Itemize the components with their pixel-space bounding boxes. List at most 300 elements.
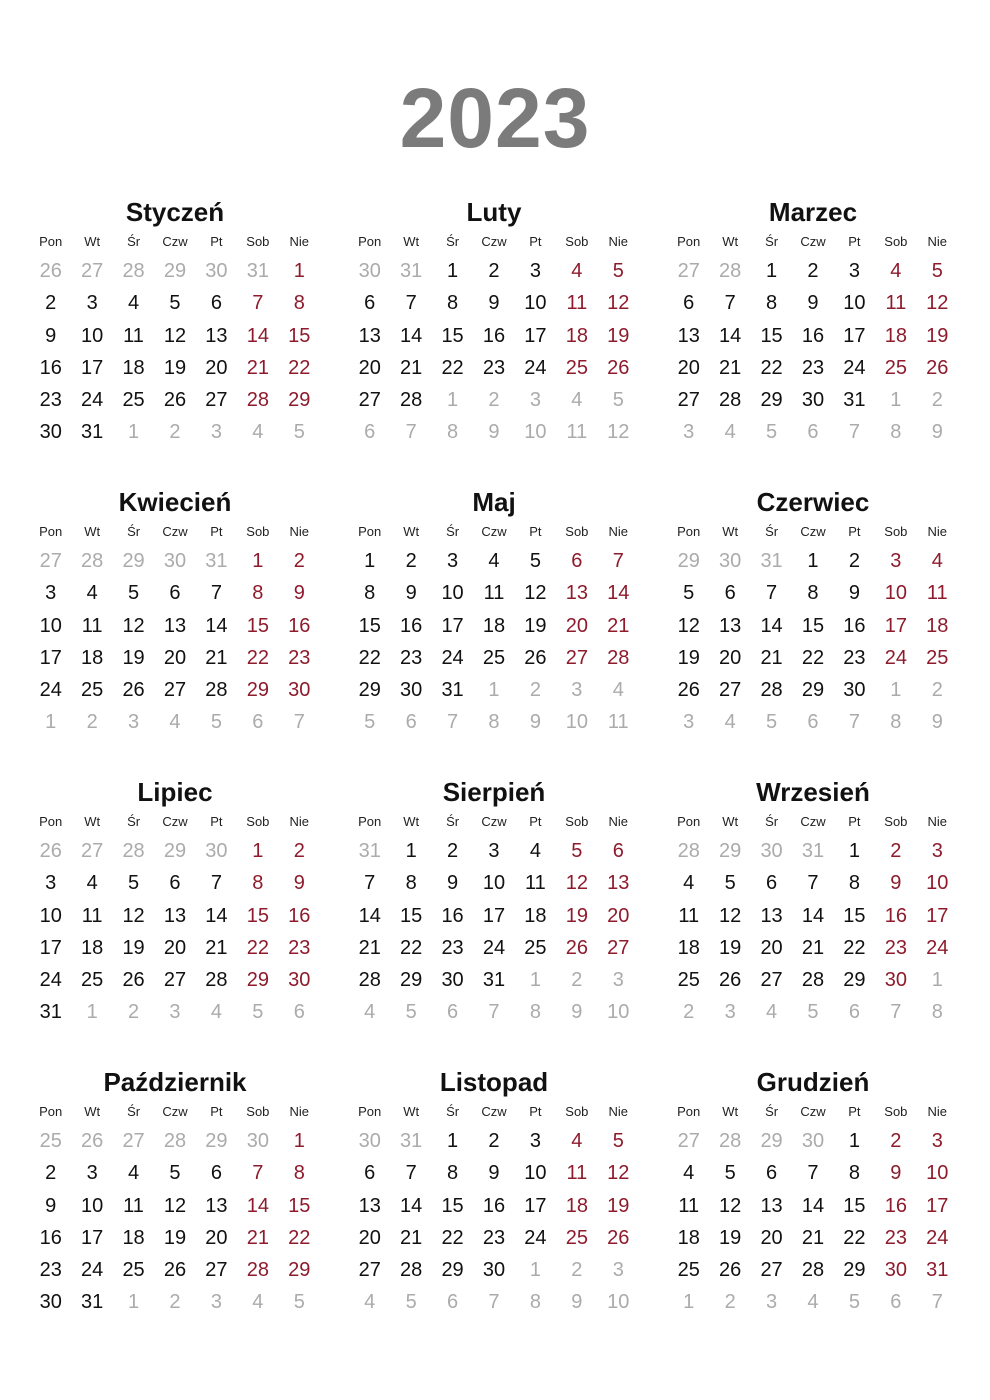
weekday-header <box>668 229 958 255</box>
week-row <box>668 900 958 932</box>
day-cell: 10 <box>926 1162 949 1185</box>
day-cell: 4 <box>931 550 943 572</box>
adjacent-month-day-cell: 29 <box>719 840 742 862</box>
week-row <box>30 674 320 706</box>
adjacent-month-day-cell: 31 <box>400 260 423 282</box>
day-cell: 16 <box>482 324 506 347</box>
adjacent-month-day-cell: 30 <box>719 550 742 572</box>
day-cell: 18 <box>677 1226 700 1249</box>
day-cell: 8 <box>848 872 860 895</box>
day-cell: 3 <box>931 840 943 862</box>
day-cell: 1 <box>848 1130 860 1152</box>
day-cell: 21 <box>719 356 742 379</box>
day-cell: 12 <box>719 1194 742 1217</box>
adjacent-month-day-cell: 27 <box>122 1130 145 1152</box>
day-cell: 29 <box>288 1259 311 1282</box>
weekday-label: Nie <box>289 814 310 829</box>
day-cell: 11 <box>566 1162 588 1185</box>
day-cell: 27 <box>760 1259 783 1282</box>
adjacent-month-day-cell: 1 <box>128 1291 140 1314</box>
adjacent-month-day-cell: 4 <box>210 1001 222 1024</box>
weekday-label: Śr <box>127 814 141 829</box>
day-cell: 29 <box>843 969 866 992</box>
week-row <box>30 577 320 609</box>
day-cell: 22 <box>843 936 866 959</box>
adjacent-month-day-cell: 1 <box>45 711 57 734</box>
day-cell: 19 <box>607 1194 630 1217</box>
day-cell: 11 <box>123 324 144 347</box>
adjacent-month-day-cell: 30 <box>801 1130 825 1152</box>
weekday-label: Czw <box>481 814 507 829</box>
week-row <box>30 1222 320 1254</box>
day-cell: 19 <box>565 904 588 927</box>
day-cell: 30 <box>843 679 866 702</box>
day-cell: 30 <box>39 421 62 444</box>
week-row <box>30 1125 320 1157</box>
month-name: Styczeń <box>125 197 225 227</box>
weekday-label: Wt <box>84 814 101 829</box>
adjacent-month-day-cell: 10 <box>607 1001 630 1024</box>
day-cell: 16 <box>884 1194 907 1217</box>
adjacent-month-day-cell: 3 <box>128 711 140 734</box>
weekday-label: Śr <box>765 234 779 249</box>
day-cell: 23 <box>39 1259 62 1282</box>
week-row <box>668 416 958 448</box>
day-cell: 21 <box>400 1226 423 1249</box>
weekday-label: Wt <box>722 814 739 829</box>
weekday-label: Nie <box>608 524 629 539</box>
day-cell: 25 <box>884 356 907 379</box>
weekday-header <box>668 519 958 545</box>
day-cell: 31 <box>39 1001 62 1024</box>
day-cell: 9 <box>890 872 902 895</box>
day-cell: 29 <box>358 679 381 702</box>
day-cell: 1 <box>293 1130 305 1152</box>
day-cell: 5 <box>128 582 140 605</box>
day-cell: 12 <box>926 292 949 315</box>
weekday-label: Śr <box>446 814 460 829</box>
day-cell: 22 <box>288 356 311 379</box>
day-cell: 1 <box>447 1130 459 1152</box>
day-cell: 3 <box>931 1130 943 1152</box>
week-row <box>349 545 639 577</box>
adjacent-month-day-cell: 27 <box>81 260 104 282</box>
weekday-header <box>30 519 320 545</box>
weekday-label: Sob <box>246 1104 270 1119</box>
weekday-header <box>349 809 639 835</box>
day-cell: 23 <box>482 1226 506 1249</box>
adjacent-month-day-cell: 30 <box>205 260 228 282</box>
day-cell: 9 <box>488 1162 500 1185</box>
adjacent-month-day-cell: 4 <box>364 1001 376 1024</box>
week-row <box>668 642 958 674</box>
day-cell: 28 <box>801 1259 825 1282</box>
day-cell: 4 <box>571 260 583 282</box>
weekday-label: Śr <box>765 814 779 829</box>
adjacent-month-day-cell: 2 <box>488 389 500 412</box>
day-cell: 21 <box>400 356 423 379</box>
day-cell: 25 <box>677 1259 700 1282</box>
week-row <box>30 287 320 319</box>
day-cell: 14 <box>801 1194 825 1217</box>
day-cell: 14 <box>205 614 228 637</box>
weekday-label: Pon <box>39 524 63 539</box>
weekday-label: Nie <box>608 814 629 829</box>
day-cell: 17 <box>524 1194 547 1217</box>
week-row <box>668 384 958 416</box>
day-cell: 30 <box>482 1259 506 1282</box>
week-row <box>668 706 958 738</box>
weekday-label: Czw <box>481 1104 507 1119</box>
day-cell: 7 <box>766 582 778 605</box>
day-cell: 11 <box>123 1194 144 1217</box>
day-cell: 19 <box>122 936 145 959</box>
weekday-label: Śr <box>127 524 141 539</box>
adjacent-month-day-cell: 30 <box>246 1130 269 1152</box>
adjacent-month-day-cell: 26 <box>81 1130 104 1152</box>
month-block <box>30 195 320 444</box>
day-cell: 21 <box>358 936 381 959</box>
month-name: Październik <box>103 1067 247 1097</box>
day-cell: 23 <box>441 936 464 959</box>
day-cell: 19 <box>163 356 187 379</box>
day-cell: 2 <box>293 840 305 862</box>
adjacent-month-day-cell: 2 <box>571 969 583 992</box>
week-row <box>349 352 639 384</box>
day-cell: 11 <box>566 292 588 315</box>
adjacent-month-day-cell: 4 <box>724 421 736 444</box>
day-cell: 28 <box>760 679 783 702</box>
adjacent-month-day-cell: 2 <box>683 1001 695 1024</box>
week-row <box>668 577 958 609</box>
day-cell: 18 <box>81 936 104 959</box>
adjacent-month-day-cell: 10 <box>565 711 588 734</box>
weekday-label: Pon <box>358 524 382 539</box>
week-row <box>668 674 958 706</box>
adjacent-month-day-cell: 27 <box>81 840 104 862</box>
week-row <box>349 1125 639 1157</box>
adjacent-month-day-cell: 5 <box>848 1291 860 1314</box>
adjacent-month-day-cell: 7 <box>293 711 305 734</box>
day-cell: 16 <box>441 904 464 927</box>
adjacent-month-day-cell: 2 <box>931 389 943 412</box>
adjacent-month-day-cell: 7 <box>890 1001 902 1024</box>
weekday-label: Nie <box>927 234 948 249</box>
adjacent-month-day-cell: 5 <box>364 711 376 734</box>
day-cell: 9 <box>45 1194 57 1217</box>
day-cell: 17 <box>843 324 866 347</box>
day-cell: 20 <box>677 356 700 379</box>
day-cell: 22 <box>441 1226 464 1249</box>
adjacent-month-day-cell: 8 <box>890 421 902 444</box>
weekday-label: Czw <box>800 1104 826 1119</box>
adjacent-month-day-cell: 1 <box>931 969 943 992</box>
month-name: Wrzesień <box>756 777 870 807</box>
week-row <box>349 867 639 899</box>
day-cell: 3 <box>529 260 541 282</box>
day-cell: 2 <box>447 840 459 862</box>
day-cell: 23 <box>482 356 506 379</box>
adjacent-month-day-cell: 3 <box>571 679 583 702</box>
adjacent-month-day-cell: 3 <box>612 1259 624 1282</box>
day-cell: 27 <box>163 679 187 702</box>
day-cell: 23 <box>288 936 311 959</box>
weekday-label: Pon <box>39 1104 63 1119</box>
adjacent-month-day-cell: 5 <box>210 711 222 734</box>
day-cell: 22 <box>246 646 269 669</box>
day-cell: 17 <box>482 904 506 927</box>
day-cell: 31 <box>441 679 464 702</box>
weekday-label: Pt <box>529 524 542 539</box>
day-cell: 13 <box>607 872 630 895</box>
week-row <box>30 610 320 642</box>
day-cell: 26 <box>926 356 949 379</box>
adjacent-month-day-cell: 5 <box>252 1001 264 1024</box>
day-cell: 6 <box>766 1162 778 1185</box>
day-cell: 9 <box>293 582 305 605</box>
weekday-label: Czw <box>162 1104 188 1119</box>
day-cell: 1 <box>807 550 819 572</box>
month-name: Grudzień <box>756 1067 870 1097</box>
day-cell: 2 <box>45 292 57 315</box>
day-cell: 6 <box>612 840 624 862</box>
day-cell: 26 <box>122 969 145 992</box>
day-cell: 25 <box>81 679 104 702</box>
day-cell: 7 <box>252 1162 264 1185</box>
adjacent-month-day-cell: 3 <box>683 711 695 734</box>
day-cell: 10 <box>81 324 104 347</box>
adjacent-month-day-cell: 8 <box>529 1291 541 1314</box>
day-cell: 17 <box>39 936 62 959</box>
day-cell: 21 <box>205 936 228 959</box>
day-cell: 21 <box>801 1226 825 1249</box>
day-cell: 19 <box>719 936 742 959</box>
day-cell: 7 <box>724 292 736 315</box>
day-cell: 12 <box>524 582 547 605</box>
day-cell: 25 <box>565 1226 588 1249</box>
day-cell: 4 <box>683 872 695 895</box>
day-cell: 3 <box>86 1162 98 1185</box>
adjacent-month-day-cell: 6 <box>252 711 264 734</box>
day-cell: 6 <box>210 1162 222 1185</box>
weekday-label: Śr <box>765 1104 779 1119</box>
day-cell: 6 <box>169 872 181 895</box>
day-cell: 24 <box>884 646 907 669</box>
day-cell: 25 <box>482 646 506 669</box>
day-cell: 25 <box>677 969 700 992</box>
day-cell: 18 <box>565 1194 588 1217</box>
adjacent-month-day-cell: 28 <box>81 550 104 572</box>
day-cell: 17 <box>926 1194 949 1217</box>
day-cell: 25 <box>926 646 949 669</box>
day-cell: 23 <box>400 646 423 669</box>
week-row <box>30 1157 320 1189</box>
day-cell: 8 <box>447 1162 459 1185</box>
weekday-label: Czw <box>481 524 507 539</box>
day-cell: 30 <box>288 679 311 702</box>
adjacent-month-day-cell: 29 <box>122 550 145 572</box>
adjacent-month-day-cell: 5 <box>766 711 778 734</box>
weekday-label: Wt <box>403 524 420 539</box>
day-cell: 16 <box>39 1226 62 1249</box>
day-cell: 15 <box>760 324 783 347</box>
adjacent-month-day-cell: 8 <box>488 711 500 734</box>
adjacent-month-day-cell: 1 <box>529 1259 541 1282</box>
day-cell: 29 <box>801 679 825 702</box>
day-cell: 22 <box>288 1226 311 1249</box>
day-cell: 28 <box>400 389 423 412</box>
week-row <box>668 1254 958 1286</box>
day-cell: 10 <box>441 582 464 605</box>
adjacent-month-day-cell: 26 <box>39 260 62 282</box>
day-cell: 26 <box>719 1259 742 1282</box>
day-cell: 8 <box>848 1162 860 1185</box>
day-cell: 26 <box>719 969 742 992</box>
adjacent-month-day-cell: 1 <box>890 679 902 702</box>
day-cell: 20 <box>760 936 783 959</box>
day-cell: 20 <box>358 1226 381 1249</box>
day-cell: 8 <box>807 582 819 605</box>
day-cell: 18 <box>81 646 104 669</box>
day-cell: 8 <box>293 1162 305 1185</box>
weekday-label: Nie <box>927 524 948 539</box>
day-cell: 29 <box>400 969 423 992</box>
day-cell: 7 <box>210 582 222 605</box>
weekday-label: Pt <box>210 234 223 249</box>
month-name: Kwiecień <box>118 487 232 517</box>
day-cell: 24 <box>524 1226 547 1249</box>
day-cell: 26 <box>163 1259 187 1282</box>
day-cell: 5 <box>612 260 624 282</box>
day-cell: 2 <box>848 550 860 572</box>
day-cell: 27 <box>163 969 187 992</box>
day-cell: 17 <box>441 614 464 637</box>
day-cell: 22 <box>441 356 464 379</box>
weekday-label: Sob <box>565 1104 589 1119</box>
adjacent-month-day-cell: 2 <box>169 1291 181 1314</box>
adjacent-month-day-cell: 7 <box>488 1291 500 1314</box>
adjacent-month-day-cell: 30 <box>358 260 381 282</box>
adjacent-month-day-cell: 4 <box>612 679 624 702</box>
day-cell: 11 <box>678 904 700 927</box>
adjacent-month-day-cell: 4 <box>169 711 181 734</box>
month-name: Marzec <box>768 197 858 227</box>
day-cell: 12 <box>122 614 145 637</box>
week-row <box>30 545 320 577</box>
day-cell: 30 <box>441 969 464 992</box>
day-cell: 15 <box>358 614 381 637</box>
day-cell: 8 <box>293 292 305 315</box>
day-cell: 11 <box>885 292 907 315</box>
adjacent-month-day-cell: 10 <box>607 1291 630 1314</box>
adjacent-month-day-cell: 9 <box>931 711 943 734</box>
day-cell: 29 <box>441 1259 464 1282</box>
adjacent-month-day-cell: 3 <box>169 1001 181 1024</box>
day-cell: 12 <box>565 872 588 895</box>
day-cell: 16 <box>801 324 825 347</box>
day-cell: 6 <box>571 550 583 572</box>
day-cell: 28 <box>801 969 825 992</box>
adjacent-month-day-cell: 4 <box>252 1291 264 1314</box>
adjacent-month-day-cell: 2 <box>529 679 541 702</box>
day-cell: 20 <box>205 1226 228 1249</box>
week-row <box>668 996 958 1028</box>
adjacent-month-day-cell: 5 <box>405 1291 417 1314</box>
day-cell: 4 <box>571 1130 583 1152</box>
day-cell: 8 <box>405 872 417 895</box>
day-cell: 10 <box>81 1194 104 1217</box>
year-title: 2023 <box>399 71 591 165</box>
adjacent-month-day-cell: 31 <box>358 840 381 862</box>
day-cell: 14 <box>400 324 423 347</box>
adjacent-month-day-cell: 31 <box>760 550 783 572</box>
weekday-label: Sob <box>884 814 908 829</box>
adjacent-month-day-cell: 28 <box>677 840 700 862</box>
weekday-header <box>30 809 320 835</box>
day-cell: 24 <box>81 389 104 412</box>
weekday-label: Pon <box>39 234 63 249</box>
week-row <box>30 900 320 932</box>
month-name: Sierpień <box>442 777 546 807</box>
day-cell: 9 <box>45 324 57 347</box>
day-cell: 23 <box>884 936 907 959</box>
day-cell: 15 <box>441 324 464 347</box>
day-cell: 23 <box>884 1226 907 1249</box>
day-cell: 19 <box>607 324 630 347</box>
day-cell: 2 <box>890 1130 902 1152</box>
adjacent-month-day-cell: 29 <box>163 840 187 862</box>
day-cell: 29 <box>246 679 269 702</box>
weekday-label: Pon <box>358 814 382 829</box>
adjacent-month-day-cell: 3 <box>766 1291 778 1314</box>
day-cell: 21 <box>246 356 269 379</box>
adjacent-month-day-cell: 27 <box>39 550 62 572</box>
day-cell: 25 <box>81 969 104 992</box>
day-cell: 26 <box>677 679 700 702</box>
adjacent-month-day-cell: 9 <box>931 421 943 444</box>
month-block <box>349 775 639 1024</box>
day-cell: 29 <box>288 389 311 412</box>
day-cell: 31 <box>81 1291 104 1314</box>
weekday-label: Pt <box>210 524 223 539</box>
adjacent-month-day-cell: 4 <box>364 1291 376 1314</box>
day-cell: 20 <box>719 646 742 669</box>
adjacent-month-day-cell: 3 <box>612 969 624 992</box>
week-row <box>349 642 639 674</box>
day-cell: 5 <box>169 1162 181 1185</box>
day-cell: 13 <box>205 324 228 347</box>
adjacent-month-day-cell: 9 <box>488 421 500 444</box>
month-name: Maj <box>472 487 516 517</box>
adjacent-month-day-cell: 5 <box>405 1001 417 1024</box>
weekday-header <box>30 229 320 255</box>
day-cell: 1 <box>848 840 860 862</box>
adjacent-month-day-cell: 31 <box>246 260 269 282</box>
day-cell: 13 <box>760 1194 783 1217</box>
month-name: Czerwiec <box>756 487 870 517</box>
day-cell: 24 <box>524 356 547 379</box>
weekday-label: Nie <box>608 1104 629 1119</box>
day-cell: 9 <box>807 292 819 315</box>
month-name: Luty <box>466 197 522 227</box>
day-cell: 28 <box>400 1259 423 1282</box>
adjacent-month-day-cell: 6 <box>293 1001 305 1024</box>
weekday-label: Śr <box>127 234 141 249</box>
day-cell: 7 <box>405 292 417 315</box>
adjacent-month-day-cell: 30 <box>163 550 187 572</box>
adjacent-month-day-cell: 31 <box>801 840 825 862</box>
day-cell: 22 <box>358 646 381 669</box>
